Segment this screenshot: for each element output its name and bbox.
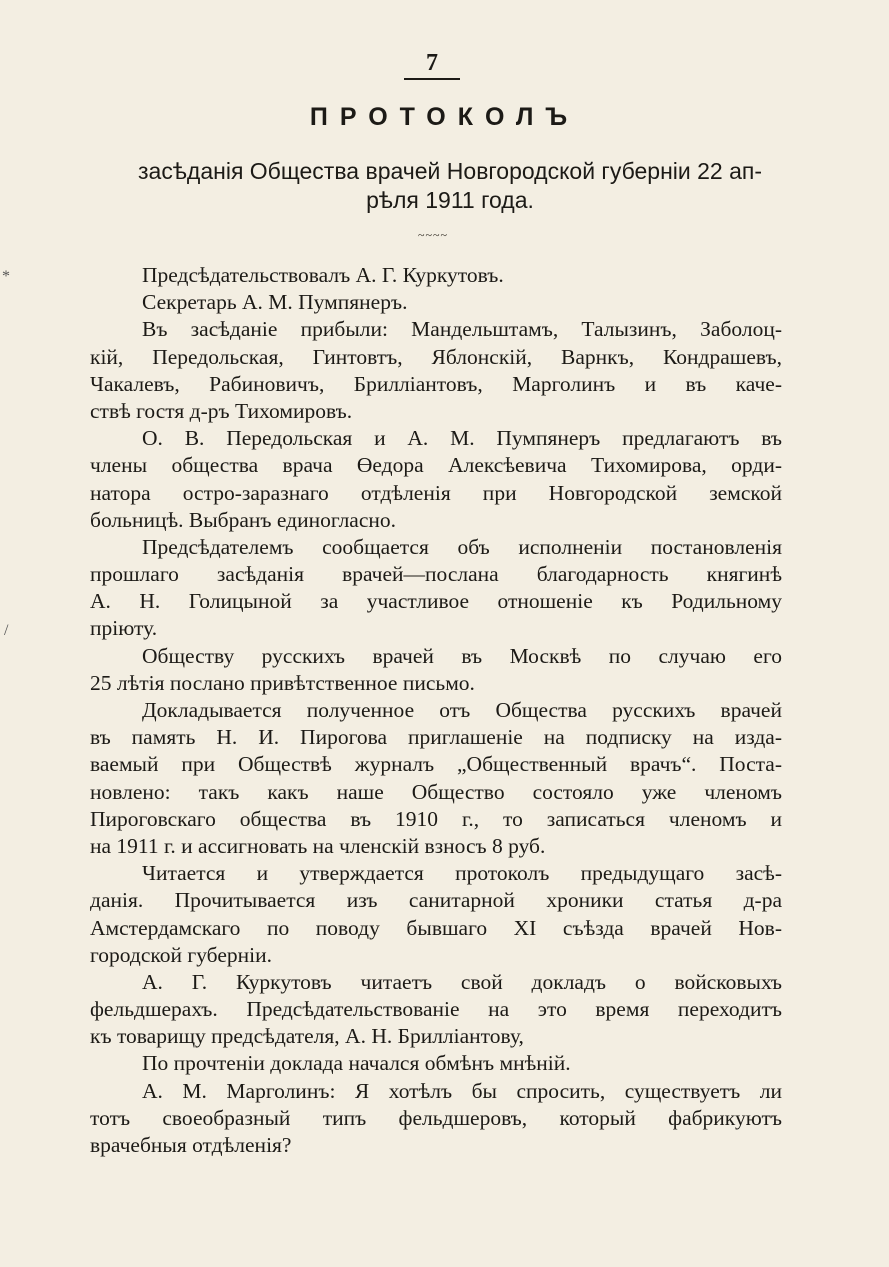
text-line: По прочтеніи доклада начался обмѣнъ мнѣній. xyxy=(142,1051,571,1076)
text-line: О. В. Передольская и А. М. Пумпянеръ предлагаютъ въ xyxy=(142,426,782,451)
text-line: Предсѣдательствовалъ А. Г. Куркутовъ. xyxy=(142,263,504,287)
ornament-divider: ~~~~ xyxy=(418,228,448,242)
text-line: Секретарь А. М. Пумпянеръ. xyxy=(142,290,408,315)
text-line: Въ засѣданіе прибыли: Мандельштамъ, Талызинъ, Заболоц- xyxy=(142,317,782,342)
text-line: натора остро-заразнаго отдѣленія при Новгородской земской xyxy=(90,480,782,505)
text-line: Чакалевъ, Рабиновичъ, Бриллiантовъ, Марголинъ и въ каче- xyxy=(90,371,782,396)
text-line: къ товарищу предсѣдателя, А. Н. Бриллiантову, xyxy=(90,1024,524,1049)
text-line: врачебныя отдѣленія? xyxy=(90,1133,292,1157)
subtitle-line: рѣля 1911 года. xyxy=(366,187,534,213)
text-line: Читается и утверждается протоколъ предыдущаго засѣ- xyxy=(142,861,782,886)
text-line: данія. Прочитывается изъ санитарной хроники статья д-ра xyxy=(90,888,782,913)
page-number: 7 xyxy=(404,50,460,80)
text-line: въ память Н. И. Пирогова приглашеніе на подписку на изда- xyxy=(90,725,782,750)
text-line: 25 лѣтія послано привѣтственное письмо. xyxy=(90,670,475,695)
text-line: ствѣ гостя д-ръ Тихомировъ. xyxy=(90,398,353,423)
text-line: ваемый при Обществѣ журналъ „Общественный врачъ“. Поста- xyxy=(90,752,782,777)
text-line: кій, Передольская, Гинтовтъ, Яблонскій, Варнкъ, Кондрашевъ, xyxy=(90,344,782,369)
text-line: прошлаго засѣданія врачей—послана благодарность княгинѣ xyxy=(90,562,782,587)
text-line: больницѣ. Выбранъ единогласно. xyxy=(90,507,397,532)
subtitle-line: засѣданія Общества врачей Новгородской губерніи 22 ап- xyxy=(137,158,763,184)
text-line: Пироговскаго общества въ 1910 г., то записаться членомъ и xyxy=(90,806,782,831)
document-subtitle xyxy=(60,157,840,215)
text-line: А. Г. Куркутовъ читаетъ свой докладъ о войсковыхъ xyxy=(142,969,782,994)
text-line: пріюту. xyxy=(90,616,158,641)
text-line: городской губерніи. xyxy=(90,942,272,967)
text-line: Докладывается полученное отъ Общества русскихъ врачей xyxy=(142,698,782,722)
text-line: тотъ своеобразный типъ фельдшеровъ, который фабрикуютъ xyxy=(90,1105,782,1130)
document-title: ПРОТОКОЛЪ xyxy=(309,103,580,131)
protocol-body xyxy=(90,262,782,1159)
margin-mark: / xyxy=(4,622,9,639)
text-line: Предсѣдателемъ сообщается объ исполненіи постановленія xyxy=(142,534,782,559)
text-line: новлено: такъ какъ наше Общество состояло уже членомъ xyxy=(90,779,782,804)
text-line: члены общества врача Өедора Алексѣевича Тихомирова, орди- xyxy=(90,453,782,478)
text-line: на 1911 г. и ассигновать на членскій взносъ 8 руб. xyxy=(90,833,546,858)
text-line: Амстердамскаго по поводу бывшаго XI съѣзда врачей Нов- xyxy=(90,915,782,940)
text-line: Обществу русскихъ врачей въ Москвѣ по случаю его xyxy=(142,643,782,668)
margin-mark: * xyxy=(2,268,10,285)
text-line: фельдшерахъ. Предсѣдательствованіе на это время переходитъ xyxy=(90,997,782,1022)
text-line: А. М. Марголинъ: Я хотѣлъ бы спросить, существуетъ ли xyxy=(142,1078,782,1103)
text-line: А. Н. Голицыной за участливое отношеніе къ Родильному xyxy=(90,589,782,614)
